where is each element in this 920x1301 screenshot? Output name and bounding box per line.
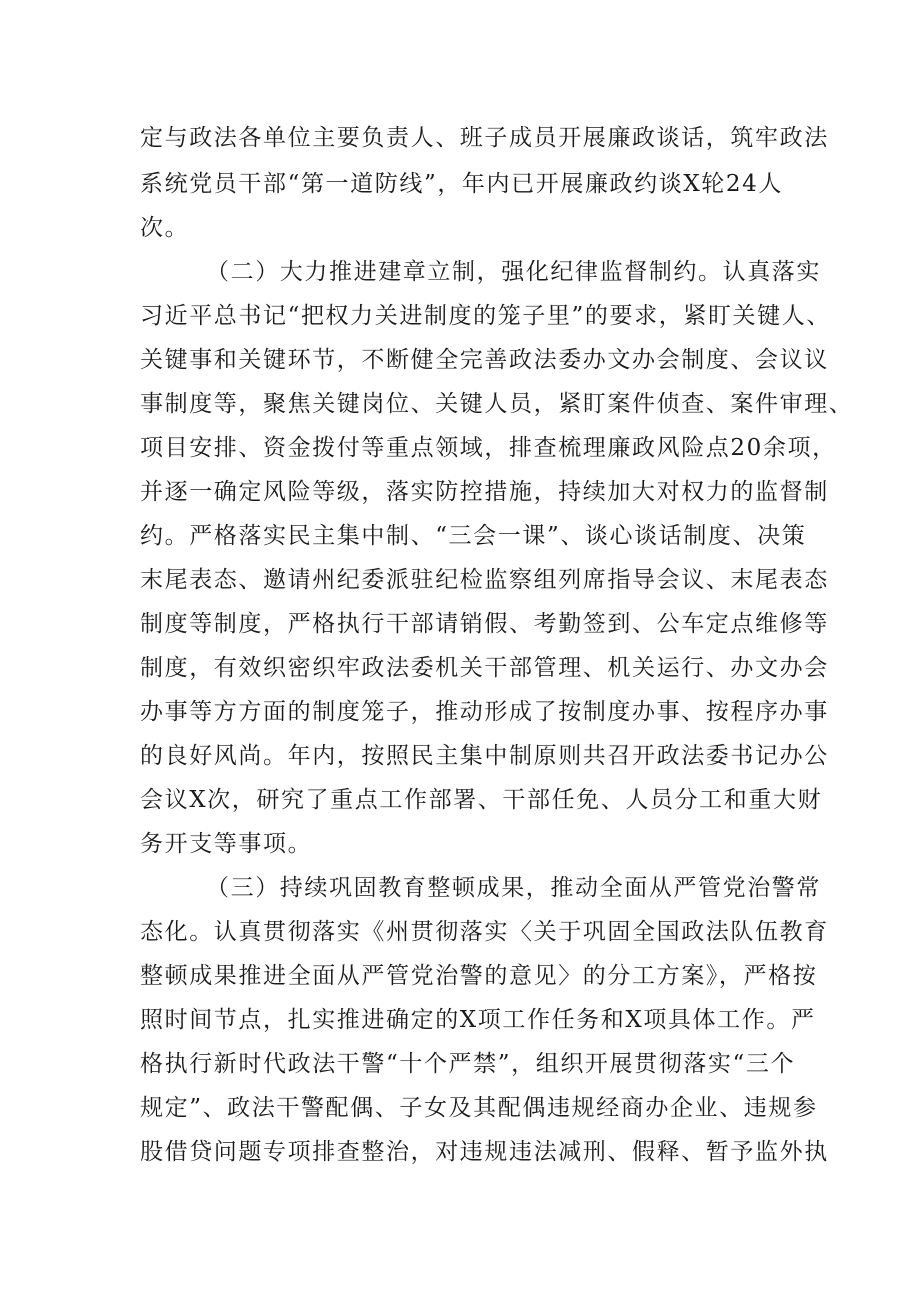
body-text-line: 整顿成果推进全面从严管党治警的意见〉的分工方案》，严格按 [140, 963, 818, 989]
body-text-line: 系统党员干部“第一道防线”，年内已开展廉政约谈X轮24人 [140, 171, 783, 197]
body-text-line: 务开支等事项。 [140, 831, 313, 857]
body-text-line: 态化。认真贯彻落实《州贯彻落实〈关于巩固全国政法队伍教育 [140, 919, 829, 945]
body-text-line: 关键事和关键环节，不断健全完善政法委办文办会制度、会议议 [140, 347, 829, 373]
body-text-line: 制度，有效织密织牢政法委机关干部管理、机关运行、办文办会 [140, 655, 829, 681]
body-text-line: 格执行新时代政法干警“十个严禁”，组织开展贯彻落实“三个 [140, 1051, 796, 1077]
body-text-line: 会议X次，研究了重点工作部署、干部任免、人员分工和重大财 [140, 787, 823, 813]
body-text-line: 办事等方方面的制度笼子，推动形成了按制度办事、按程序办事 [140, 699, 829, 725]
body-text-line: 的良好风尚。年内，按照民主集中制原则共召开政法委书记办公 [140, 743, 829, 769]
body-text-line: 股借贷问题专项排查整治，对违规违法减刑、假释、暂予监外执 [140, 1139, 829, 1165]
body-text-line: 规定”、政法干警配偶、子女及其配偶违规经商办企业、违规参 [140, 1095, 818, 1121]
body-text-line: 照时间节点，扎实推进确定的X项工作任务和X项具体工作。严 [140, 1007, 816, 1033]
body-text-line: 项目安排、资金拨付等重点领域，排查梳理廉政风险点20余项， [140, 435, 837, 461]
body-text-line: 次。 [140, 215, 190, 241]
body-text-line: 习近平总书记“把权力关进制度的笼子里”的要求，紧盯关键人、 [140, 303, 831, 329]
section-heading-line: （二）大力推进建章立制，强化纪律监督制约。认真落实 [206, 259, 821, 285]
body-text-line: 事制度等，聚焦关键岗位、关键人员，紧盯案件侦查、案件审理、 [140, 391, 854, 417]
body-text-line: 约。严格落实民主集中制、“三会一课”、谈心谈话制度、决策 [140, 523, 807, 549]
body-text-line: 末尾表态、邀请州纪委派驻纪检监察组列席指导会议、末尾表态 [140, 567, 829, 593]
section-heading-line: （三）持续巩固教育整顿成果，推动全面从严管党治警常 [206, 875, 821, 901]
body-text-line: 制度等制度，严格执行干部请销假、考勤签到、公车定点维修等 [140, 611, 829, 637]
body-text-line: 定与政法各单位主要负责人、班子成员开展廉政谈话，筑牢政法 [140, 125, 829, 151]
body-text-line: 并逐一确定风险等级，落实防控措施，持续加大对权力的监督制 [140, 479, 829, 505]
